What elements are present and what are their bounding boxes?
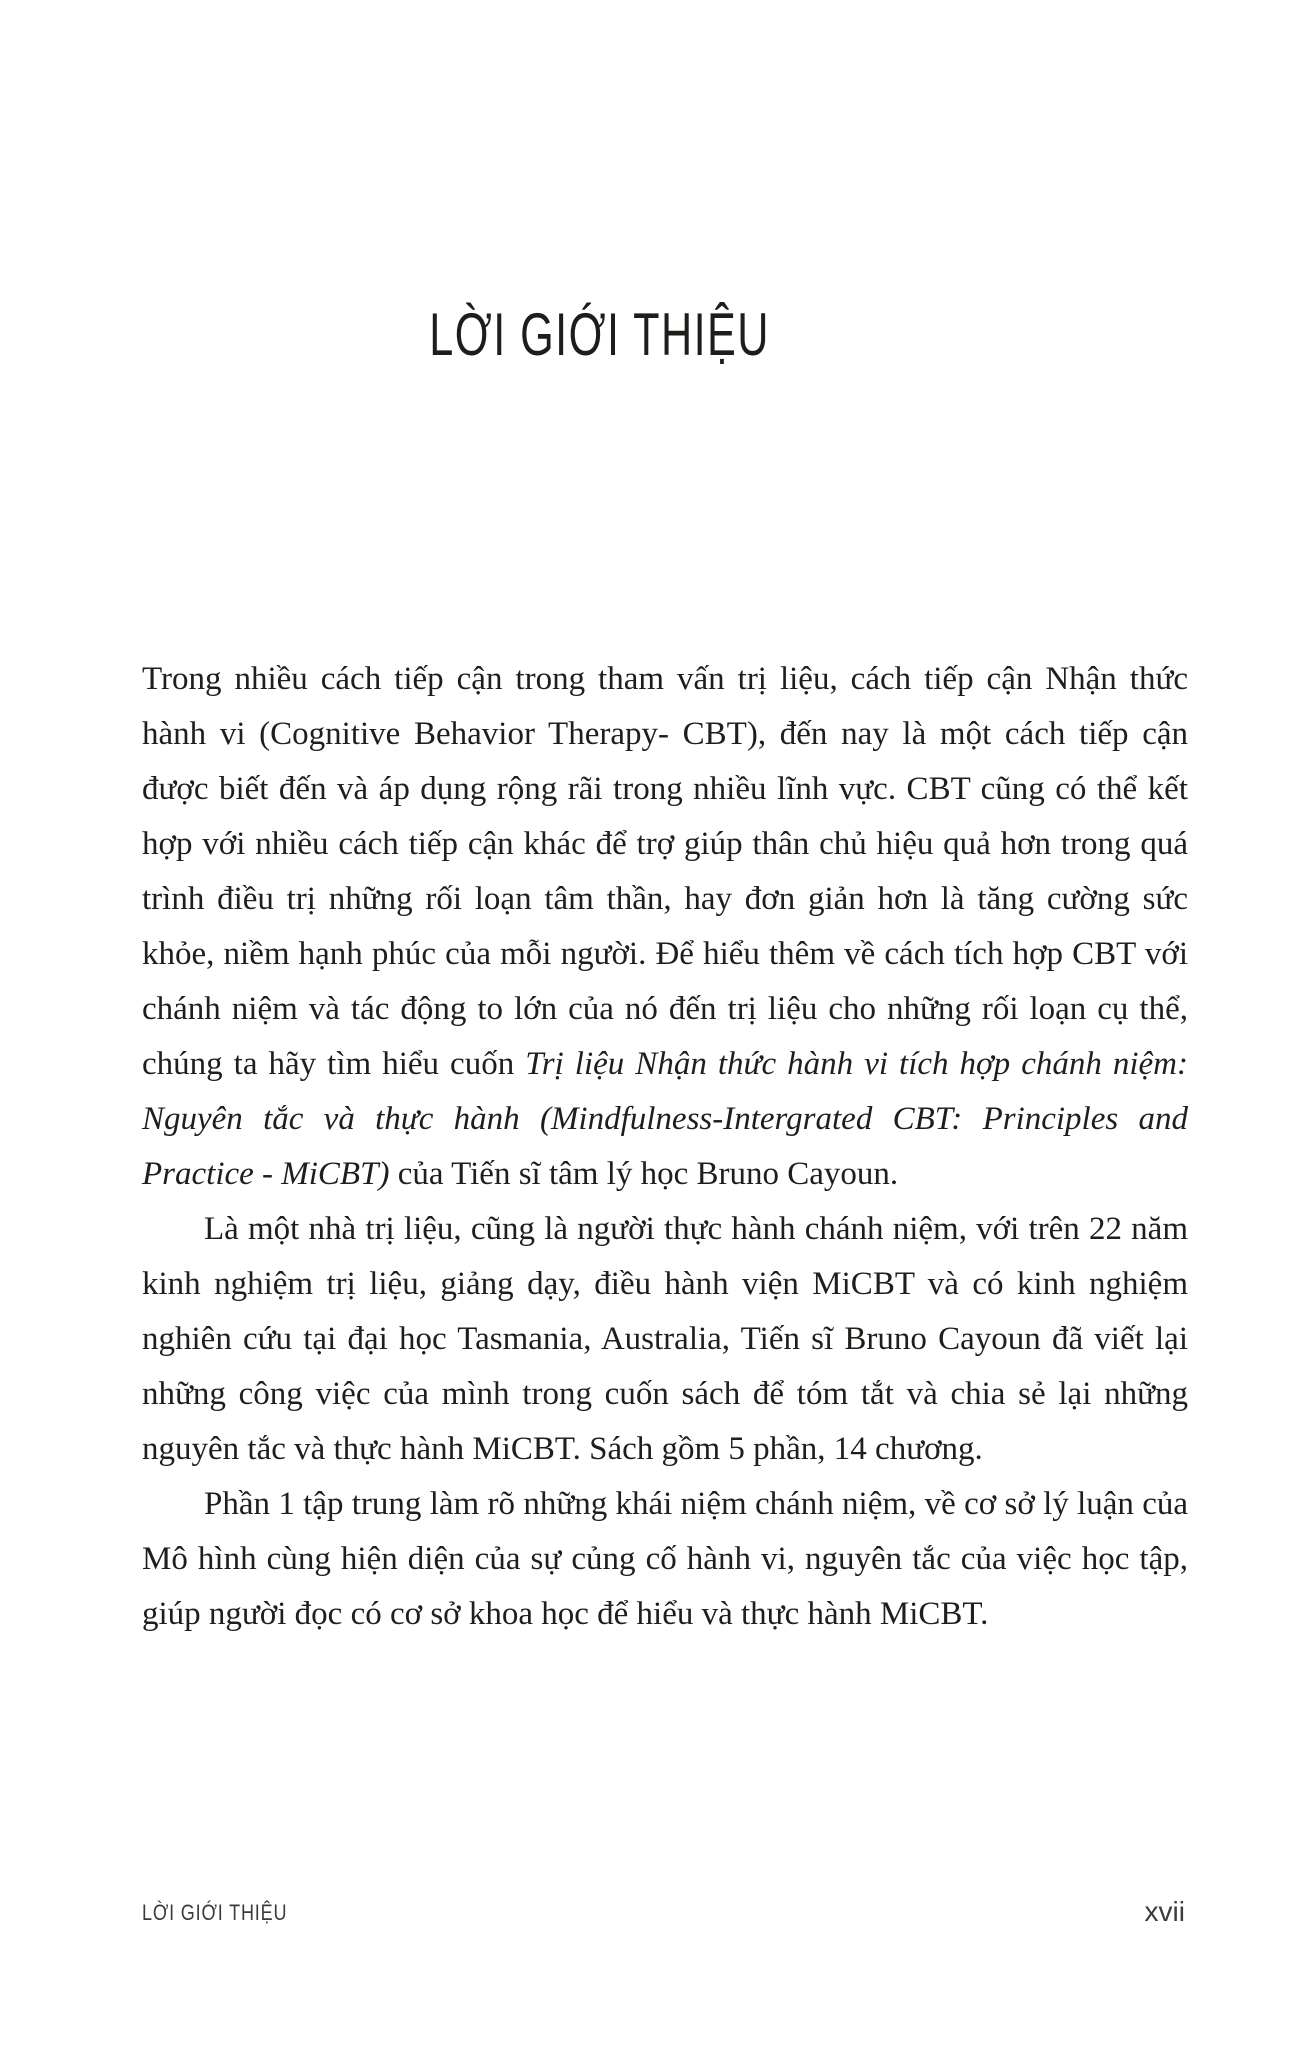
page-title: LỜI GIỚI THIỆU [429, 301, 771, 369]
footer-page-number: xvii [1144, 1896, 1185, 1927]
paragraph-text: Trong nhiều cách tiếp cận trong tham vấn trị liệu, cách tiếp cận Nhận thức hành vi (Cognitive Behavior Therapy- CBT), đến nay là một cách tiếp cận được biết đến và áp dụng rộng rãi trong nhiều lĩnh vực. CBT cũng có thể kết hợp với nhiều cách tiếp cận khác để trợ giúp thân chủ hiệu quả hơn trong quá trình điều trị những rối loạn tâm thần, hay đơn giản hơn là tăng cường sức khỏe, niềm hạnh phúc của mỗi người. Để hiểu thêm về cách tích hợp CBT với chánh niệm và tác động to lớn của nó đến trị liệu cho những rối loạn cụ thể, chúng ta hãy tìm hiểu cuốn [142, 661, 1188, 1082]
paragraph [142, 1202, 1188, 1477]
paragraph-text: của Tiến sĩ tâm lý học Bruno Cayoun. [389, 1156, 899, 1192]
book-title-italic: Trị liệu Nhận thức hành vi tích hợp chánh niệm: Nguyên tắc và thực hành (Mindfulness-Intergrated CBT: Principles and Practice - MiCBT) [142, 1046, 1189, 1192]
footer-section-label: LỜI GIỚI THIỆU [142, 1900, 288, 1925]
body-text [142, 652, 1188, 1642]
paragraph-text: Phần 1 tập trung làm rõ những khái niệm chánh niệm, về cơ sở lý luận của Mô hình cùng hiện diện của sự củng cố hành vi, nguyên tắc của việc học tập, giúp người đọc có cơ sở khoa học để hiểu và thực hành MiCBT. [142, 1486, 1188, 1632]
page-footer [142, 1896, 1185, 1936]
paragraph [142, 1477, 1188, 1642]
paragraph [142, 652, 1188, 1202]
chapter-title-wrap [0, 260, 1200, 409]
paragraph-text: Là một nhà trị liệu, cũng là người thực hành chánh niệm, với trên 22 năm kinh nghiệm trị liệu, giảng dạy, điều hành viện MiCBT và có kinh nghiệm nghiên cứu tại đại học Tasmania, Australia, Tiến sĩ Bruno Cayoun đã viết lại những công việc của mình trong cuốn sách để tóm tắt và chia sẻ lại những nguyên tắc và thực hành MiCBT. Sách gồm 5 phần, 14 chương. [142, 1211, 1188, 1467]
